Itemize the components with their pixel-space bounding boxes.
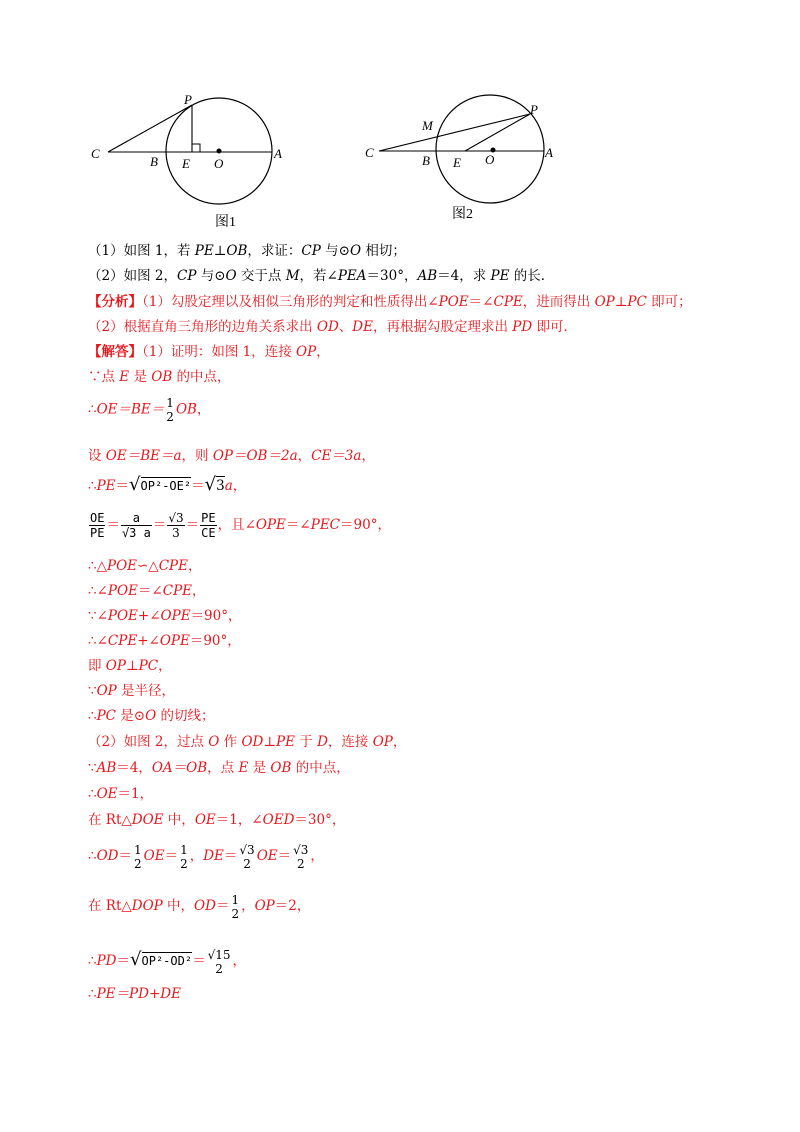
numerator: √15 (207, 947, 231, 962)
text: 在 Rt△ (88, 812, 132, 828)
text: ＝ (164, 848, 179, 864)
var: O (225, 268, 237, 284)
var: E (238, 760, 249, 776)
var: OB (151, 369, 173, 385)
figure-1 (80, 88, 300, 228)
var: PE (490, 268, 510, 284)
var: OD (96, 848, 119, 864)
text: 与⊙ (196, 268, 226, 284)
var: OP (372, 734, 393, 750)
solution-line-4 (88, 448, 375, 464)
label-c: C (365, 145, 374, 160)
var: OE (143, 848, 165, 864)
text: ， (232, 478, 247, 494)
var: AB (417, 268, 438, 284)
text: ∵点 (88, 369, 120, 385)
question-1 (88, 243, 406, 259)
text: ， (310, 848, 324, 864)
text: ＝ (277, 848, 292, 864)
text: ∵ (88, 683, 97, 699)
text: ＝90°， (340, 517, 391, 533)
sqrt-expr: √OP²-OE² (129, 474, 192, 495)
var: D (317, 734, 328, 750)
analysis-tag: 【分析】 (88, 294, 142, 310)
var: PE (194, 243, 214, 259)
text: ∴∠ (88, 583, 108, 599)
var: AB (96, 760, 117, 776)
numerator: 1 (180, 842, 188, 857)
text: 的长． (509, 268, 555, 284)
label-m: M (422, 118, 433, 133)
var: OP⊥PC (105, 658, 159, 674)
text: ，进而得出 (522, 294, 595, 310)
text: （1）证明：如图 1，连接 (142, 344, 297, 360)
solution-line-20 (88, 940, 246, 981)
text: +∠ (137, 633, 160, 649)
var: PEC (310, 517, 341, 533)
text: ＝2， (274, 898, 311, 914)
label-o: O (485, 152, 495, 167)
text: 即可． (532, 319, 577, 335)
var: POE (107, 608, 138, 624)
var: PE＝PD+DE (96, 986, 181, 1002)
text: ， (392, 734, 407, 750)
solution-line-9 (88, 608, 242, 624)
sqrt-expr: √OP²-OD² (130, 949, 193, 970)
analysis-line-2 (88, 319, 577, 335)
var: OP (296, 344, 317, 360)
fraction-root3-half (292, 843, 309, 871)
var: OA＝OB (151, 760, 208, 776)
var: CPE (493, 294, 523, 310)
denominator: 2 (215, 961, 223, 976)
text: ⊥ (213, 243, 227, 259)
solution-tag: 【解答】 (88, 344, 142, 360)
text: 、 (338, 319, 353, 335)
var: O (349, 243, 362, 259)
solution-line-17 (88, 812, 345, 828)
solution-line-11 (88, 658, 172, 674)
var: OED (262, 812, 295, 828)
var: CPE (107, 633, 138, 649)
label-o: O (214, 156, 224, 171)
text: +∠ (137, 608, 161, 624)
line-cp (379, 114, 530, 151)
text: 的中点， (291, 760, 350, 776)
text: ，且∠ (217, 517, 256, 533)
fraction-pe-ce (200, 511, 216, 540)
numerator: 1 (231, 892, 240, 907)
text: 是 (248, 760, 271, 776)
denominator: CE (201, 526, 216, 540)
var: DOP (131, 898, 163, 914)
text: 于 (294, 734, 318, 750)
text: ， (196, 401, 211, 418)
text: ∵∠ (88, 608, 108, 624)
text: 中， (163, 812, 195, 828)
var: OP＝OB＝2a (212, 448, 298, 464)
text: 设 (88, 448, 106, 464)
label-c: C (91, 146, 100, 161)
fraction-oe-pe (89, 511, 105, 540)
var: DE (203, 848, 224, 864)
var: PD (512, 319, 533, 335)
fraction-half (230, 893, 240, 921)
solution-line-7 (88, 558, 201, 574)
radicand: OP²-OE² (140, 479, 192, 493)
text: ∴ (88, 953, 97, 969)
label-a: A (545, 145, 553, 160)
text: 是⊙ (116, 708, 146, 724)
solution-line-12 (88, 683, 175, 699)
var: OP⊥PC (594, 294, 647, 310)
text: 交于点 (236, 268, 286, 284)
denominator: √3 a (121, 526, 151, 540)
var: POE (107, 583, 138, 599)
fraction-half (179, 843, 189, 871)
numerator: √3 (168, 511, 184, 525)
fraction-root15-half (207, 948, 232, 976)
caption-fig1: 图1 (215, 215, 236, 228)
denominator: 2 (243, 856, 251, 871)
fraction-half (133, 843, 143, 871)
var: OE＝BE＝a (105, 448, 182, 464)
text: ＝1， (117, 786, 154, 802)
text: 在 Rt△ (88, 898, 132, 914)
text: ＝ (115, 478, 130, 494)
var: PE (96, 478, 116, 494)
fraction-half (165, 396, 175, 424)
var: DOE (131, 812, 164, 828)
label-a: A (274, 146, 282, 161)
var: DE (352, 319, 373, 335)
text: 与⊙ (320, 243, 350, 259)
var: OPE (255, 517, 286, 533)
var: OB (226, 243, 248, 259)
text: 即 (88, 658, 106, 674)
solution-line-13 (88, 708, 215, 724)
text: ， (241, 898, 255, 914)
var: O (208, 734, 220, 750)
text: ∴∠ (88, 633, 108, 649)
line-cp (108, 105, 192, 152)
text: ＝ (116, 953, 131, 969)
text: ， (189, 848, 204, 864)
sqrt-3: √3 (204, 474, 225, 495)
var: CPE (162, 583, 193, 599)
solution-line-21 (88, 986, 181, 1002)
var: OE (194, 812, 216, 828)
text: ， (297, 448, 312, 464)
right-angle-mark (192, 144, 200, 152)
solution-line-8 (88, 583, 206, 599)
text: （2）如图 2，过点 (88, 734, 209, 750)
var: CE＝3a (311, 448, 362, 464)
text: （1）勾股定理以及相似三角形的判定和性质得出∠ (142, 294, 439, 310)
text: ＝30°， (366, 268, 418, 284)
text: ∴ (88, 401, 97, 418)
var: OE (256, 848, 278, 864)
solution-line-3 (88, 396, 210, 424)
text: ， (192, 583, 206, 599)
var: O (145, 708, 157, 724)
var: CPE (158, 558, 188, 574)
text: ＝∠ (468, 294, 494, 310)
var: OE (96, 786, 118, 802)
text: ，连接 (327, 734, 373, 750)
var: POE (438, 294, 469, 310)
denominator: PE (90, 526, 105, 540)
text: ， (187, 558, 202, 574)
numerator: 1 (166, 396, 174, 410)
text: 作 (219, 734, 242, 750)
text: （2）如图 2， (88, 268, 177, 284)
text: ＝90°， (189, 633, 241, 649)
fraction-root3 (167, 511, 184, 540)
denominator: 3 (167, 525, 184, 540)
text: ＝90°， (190, 608, 242, 624)
label-e: E (182, 156, 190, 171)
text: 即可； (646, 294, 692, 310)
label-b: B (150, 154, 158, 169)
var: OPE (159, 633, 190, 649)
solution-line-15 (88, 760, 350, 776)
text: ∴ (88, 786, 97, 802)
var: OB (175, 401, 197, 418)
text: ＝ (191, 478, 205, 494)
text: 是 (129, 369, 152, 385)
fraction-root3-half (238, 843, 255, 871)
text: 是半径， (116, 683, 176, 699)
var: CP (301, 243, 321, 259)
text: ∴ (88, 708, 97, 724)
var: a (224, 478, 233, 494)
var: OB (270, 760, 292, 776)
text: （1）如图 1，若 (88, 243, 195, 259)
text: ∴ (88, 986, 97, 1002)
text: ＝ (185, 517, 200, 533)
text: ＝ (192, 953, 206, 969)
solution-line-14 (88, 734, 406, 750)
circle-o (436, 95, 544, 203)
numerator: PE (201, 511, 216, 525)
text: ＝ (215, 898, 230, 914)
text: ，若∠ (299, 268, 338, 284)
solution-line-16 (88, 786, 153, 802)
analysis-line-1 (88, 294, 692, 310)
text: ∴△ (88, 558, 107, 574)
numerator: OE (90, 511, 105, 525)
solution-line-10 (88, 633, 241, 649)
var: POE (106, 558, 137, 574)
line-ep (465, 114, 530, 151)
solution-line-6 (88, 510, 391, 540)
denominator: 2 (134, 856, 142, 871)
numerator: √3 (293, 842, 309, 857)
text: ∵ (88, 760, 97, 776)
denominator: 2 (166, 410, 174, 424)
text: ＝ (106, 517, 120, 533)
text: ＝ (152, 517, 167, 533)
text: ∴ (88, 848, 97, 864)
figure-2 (355, 92, 575, 222)
label-p: P (530, 102, 538, 117)
numerator: a (132, 511, 141, 525)
var: E (119, 369, 130, 385)
label-b: B (422, 153, 430, 168)
text: ＝ (118, 848, 132, 864)
caption-fig2: 图2 (452, 207, 473, 222)
text: ＝∠ (285, 517, 311, 533)
solution-line-19 (88, 886, 310, 926)
var: OD (194, 898, 216, 914)
text: 的中点， (172, 369, 231, 385)
text: ＝1，∠ (215, 812, 263, 828)
var: PC (96, 708, 117, 724)
var: CP (176, 268, 197, 284)
var: OP (254, 898, 275, 914)
var: OPE (160, 608, 191, 624)
radicand: OP²-OD² (141, 954, 193, 968)
text: ＝∠ (137, 583, 163, 599)
text: ＝4，求 (437, 268, 491, 284)
text: 相切； (361, 243, 406, 259)
denominator: 2 (296, 856, 305, 871)
text: ＝30°， (294, 812, 346, 828)
var: OD (316, 319, 339, 335)
text: ＝4， (116, 760, 152, 776)
solution-line-1 (88, 344, 330, 360)
var: PEA (337, 268, 367, 284)
text: ， (316, 344, 330, 360)
radicand: 3 (216, 478, 225, 494)
var: M (285, 268, 300, 284)
denominator: 2 (231, 906, 240, 921)
text: 的切线； (156, 708, 215, 724)
var: OP (96, 683, 117, 699)
text: ＝ (223, 848, 238, 864)
text: （2）根据直角三角形的边角关系求出 (88, 319, 317, 335)
numerator: 1 (134, 842, 142, 857)
var: PD (96, 953, 117, 969)
denominator: 2 (180, 856, 188, 871)
text: 中， (162, 898, 195, 914)
label-p: P (184, 92, 192, 107)
text: ，求证： (247, 243, 302, 259)
text: ， (232, 953, 246, 969)
numerator: √3 (239, 842, 255, 857)
solution-line-5 (88, 474, 247, 495)
solution-line-2 (88, 369, 231, 385)
var: OE＝BE＝ (96, 401, 165, 418)
text: ，则 (181, 448, 213, 464)
var: OD⊥PE (241, 734, 295, 750)
text: ， (361, 448, 375, 464)
question-2 (88, 268, 554, 284)
center-dot (217, 149, 222, 154)
fraction-a (121, 511, 152, 540)
text: ，点 (207, 760, 239, 776)
text: ， (158, 658, 172, 674)
text: ∽△ (137, 558, 159, 574)
label-e: E (453, 155, 461, 170)
text: ∴ (88, 478, 97, 494)
text: ，再根据勾股定理求出 (372, 319, 513, 335)
solution-line-18 (88, 836, 324, 876)
